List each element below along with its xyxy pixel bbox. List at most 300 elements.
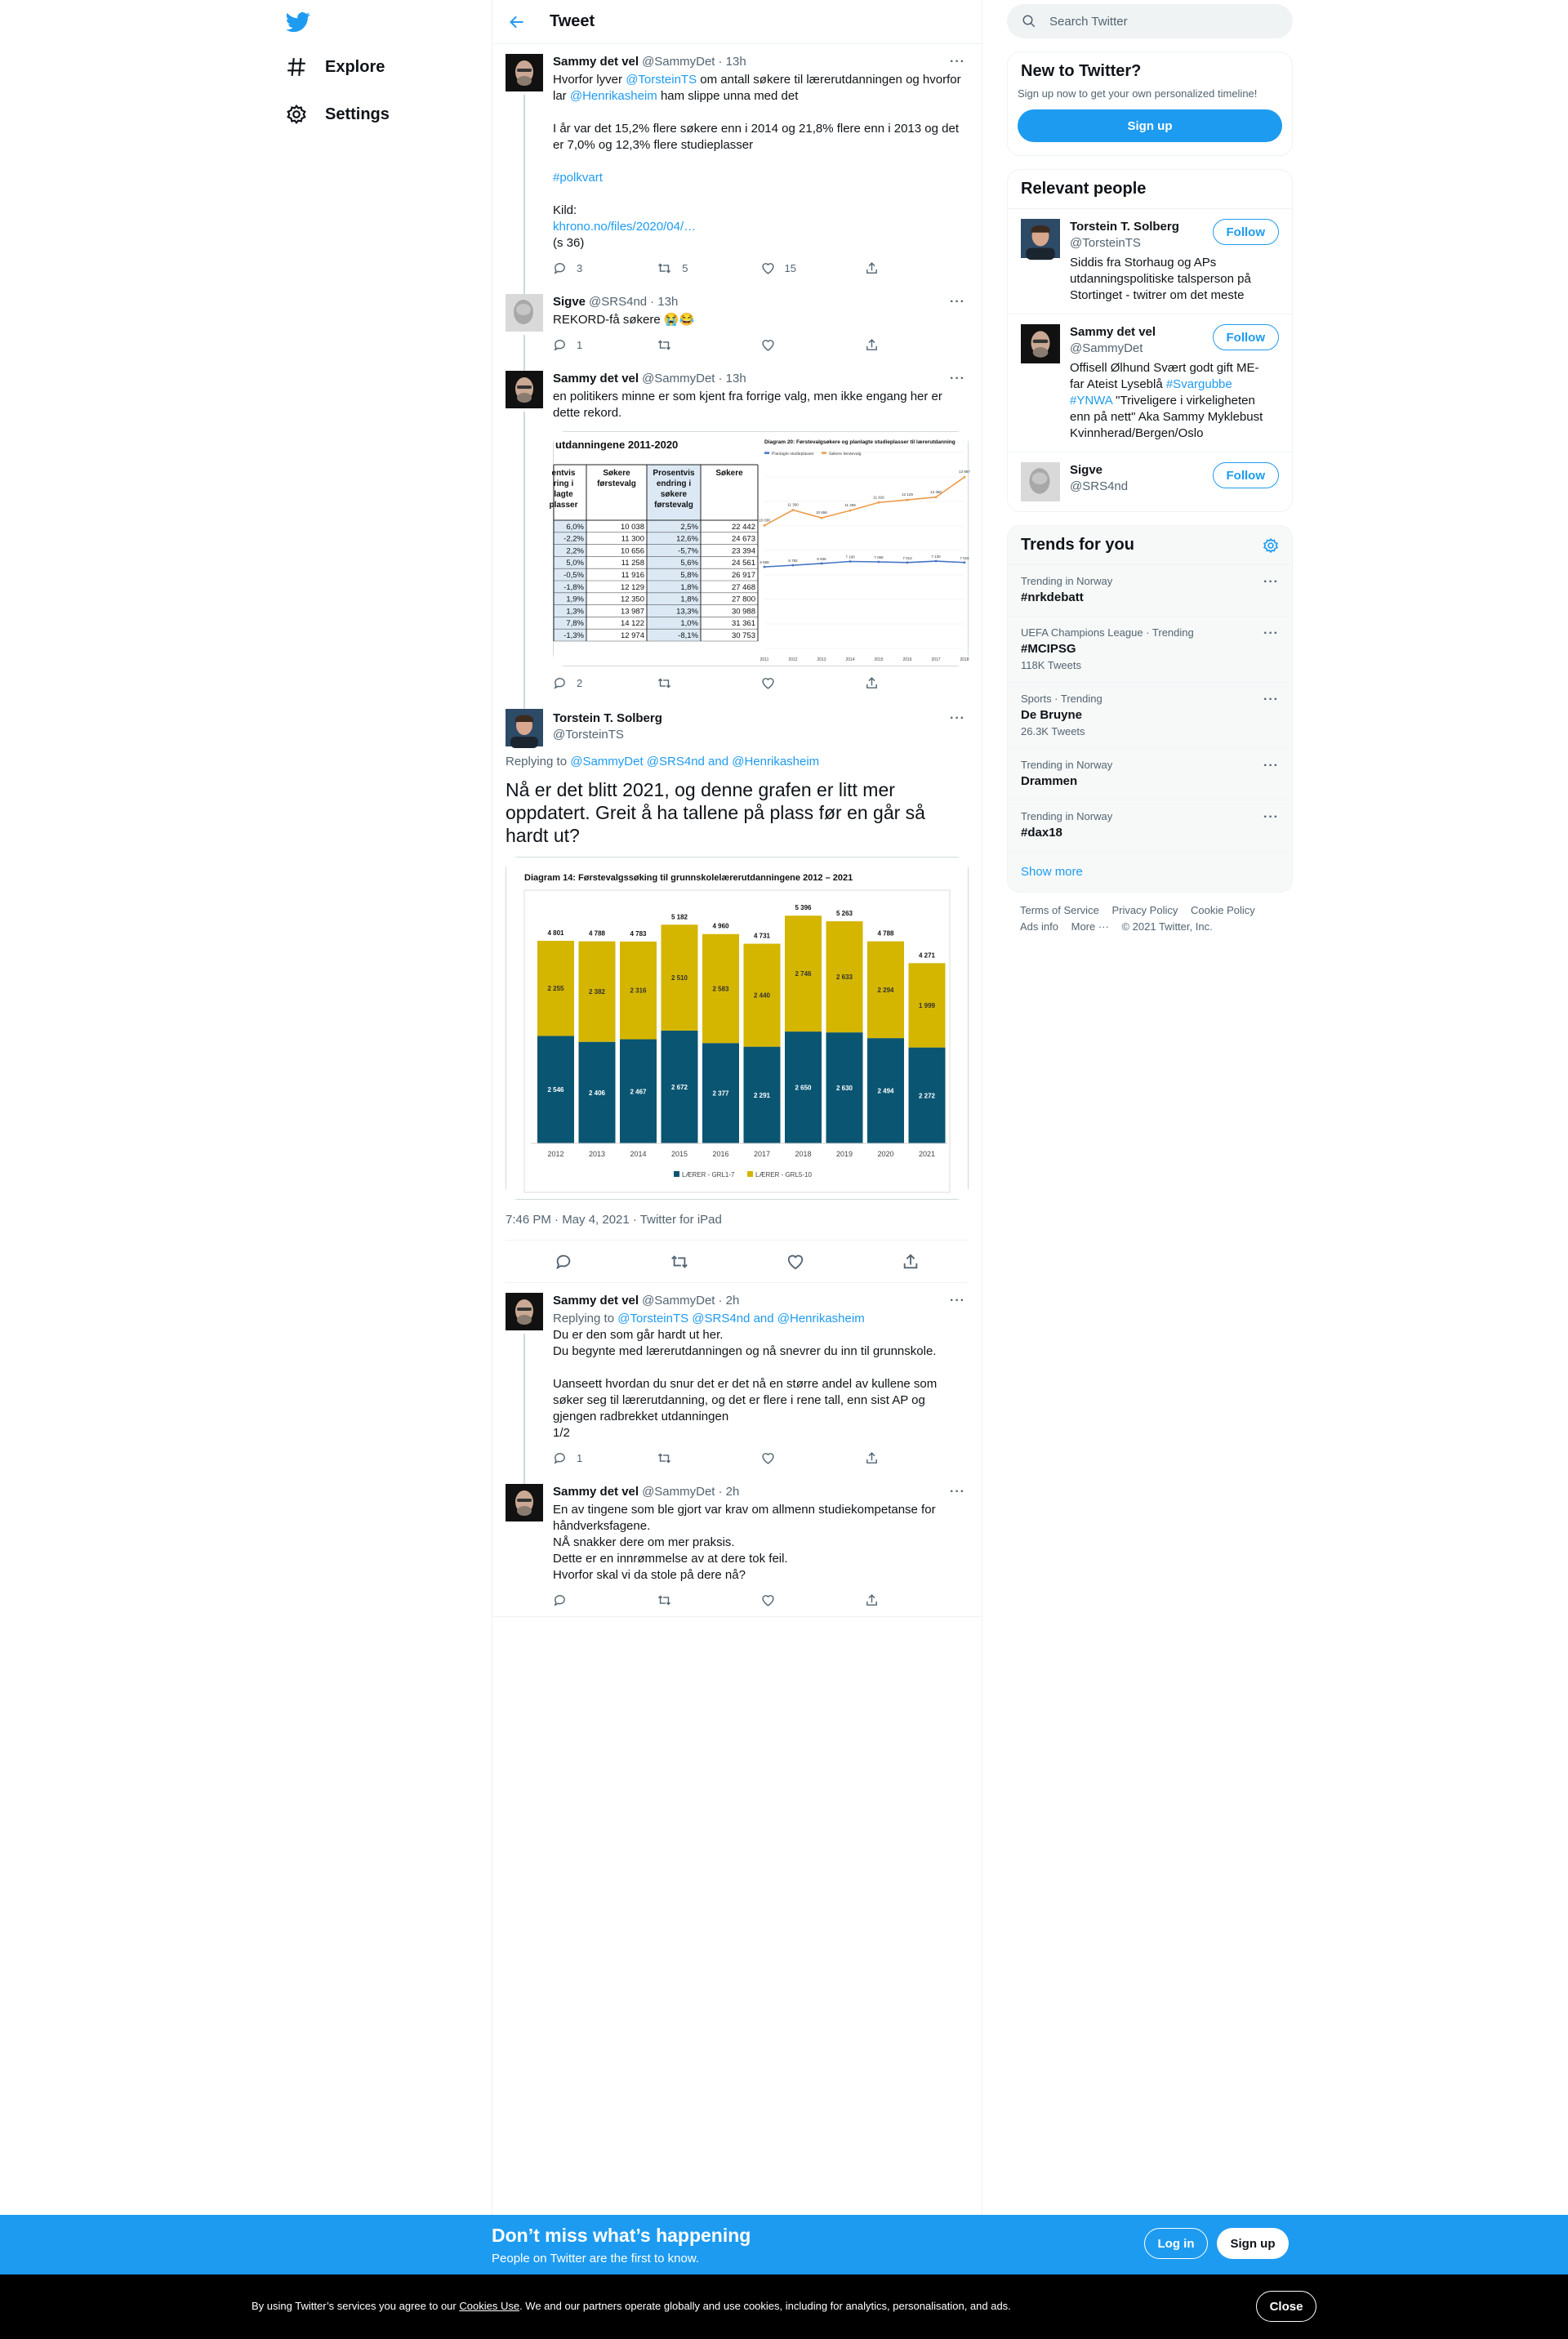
data-point bbox=[849, 560, 852, 563]
table-cell: 23 394 bbox=[731, 546, 755, 556]
x-tick-label: 2017 bbox=[753, 1150, 771, 1158]
tweet[interactable] bbox=[492, 361, 982, 699]
follow-button[interactable]: Follow bbox=[1213, 462, 1280, 488]
footer-links bbox=[1007, 893, 1293, 945]
main-tweet bbox=[492, 755, 982, 1283]
person-name[interactable]: Sigve bbox=[1070, 463, 1103, 477]
table-cell: -5,7% bbox=[678, 546, 698, 556]
author-handle[interactable]: @SammyDet bbox=[642, 1294, 715, 1308]
diagram-title: Diagram 20: Førstevalgsøkere og planlagte studieplasser til lærerutdanning bbox=[764, 439, 956, 445]
person-item[interactable] bbox=[1008, 314, 1292, 452]
more-icon[interactable]: ··· bbox=[950, 372, 965, 385]
trend-name[interactable]: #nrkdebatt bbox=[1021, 590, 1084, 604]
nav-settings[interactable] bbox=[286, 98, 390, 131]
avatar[interactable] bbox=[1021, 462, 1060, 501]
table-cell: 30 988 bbox=[731, 607, 755, 617]
retweet-icon bbox=[657, 338, 672, 352]
data-label: 2 510 bbox=[670, 974, 688, 982]
footer-link[interactable]: More ··· bbox=[1071, 920, 1109, 933]
x-tick-label: 2014 bbox=[630, 1150, 647, 1158]
x-tick-label: 2014 bbox=[845, 657, 855, 662]
more-icon[interactable]: ··· bbox=[1263, 626, 1279, 640]
data-label: 10 656 bbox=[816, 510, 827, 515]
banner-headline: Don’t miss what’s happening bbox=[492, 2225, 751, 2246]
footer-link[interactable]: Ads info bbox=[1020, 920, 1058, 933]
data-point bbox=[849, 510, 852, 512]
table-cell: -8,1% bbox=[678, 631, 698, 640]
person-bio: "Triveligere i virkeligheten enn på nett" Aka Sammy Myklebust Kvinnherad/Bergen/Oslo bbox=[1070, 394, 1263, 440]
data-point bbox=[792, 509, 795, 511]
data-point bbox=[764, 566, 766, 568]
data-point bbox=[878, 501, 880, 504]
like-count: 15 bbox=[784, 261, 796, 274]
data-label: 2 377 bbox=[712, 1089, 729, 1098]
follow-button[interactable]: Follow bbox=[1213, 324, 1280, 350]
legend-swatch bbox=[674, 1171, 679, 1177]
chart-title: Diagram 14: Førstevalgssøking til grunnskolelærerutdanningene 2012 – 2021 bbox=[524, 873, 853, 883]
reply-icon bbox=[553, 261, 567, 275]
tweet-time[interactable]: · 13h bbox=[650, 295, 679, 309]
tweet-text: Hvorfor lyver bbox=[553, 73, 626, 87]
table-header: Søkere bbox=[715, 469, 743, 478]
total-label: 5 182 bbox=[670, 913, 688, 921]
footer-link[interactable]: Terms of Service bbox=[1020, 904, 1099, 916]
retweet-button[interactable] bbox=[657, 1593, 760, 1607]
reply-button[interactable] bbox=[553, 338, 657, 352]
table-header: entvis bbox=[551, 469, 576, 478]
tweet-time[interactable]: · 2h bbox=[718, 1294, 740, 1308]
x-tick-label: 2016 bbox=[902, 657, 912, 662]
author-name[interactable]: Sigve bbox=[553, 295, 586, 309]
table-title: utdanningene 2011-2020 bbox=[555, 439, 679, 451]
reply-icon bbox=[553, 676, 567, 690]
data-point bbox=[935, 496, 938, 498]
table-header: lagte bbox=[554, 490, 573, 499]
reply-count: 3 bbox=[577, 261, 583, 274]
author-handle[interactable]: @SRS4nd bbox=[589, 295, 648, 309]
data-label: 7 013 bbox=[902, 555, 912, 560]
author-handle[interactable]: @SammyDet bbox=[642, 1485, 715, 1499]
trend-context: Sports · Trending bbox=[1021, 693, 1102, 705]
heart-icon bbox=[761, 1451, 775, 1465]
login-button[interactable]: Log in bbox=[1144, 2228, 1208, 2259]
author-name[interactable]: Sammy det vel bbox=[553, 1485, 639, 1499]
tweet-text: Kild: bbox=[553, 203, 577, 217]
data-label: 11 916 bbox=[873, 495, 884, 500]
legend-swatch bbox=[764, 452, 769, 454]
retweet-button[interactable] bbox=[657, 1451, 760, 1465]
heart-icon bbox=[761, 1593, 775, 1607]
mention-link[interactable]: @Henrikasheim bbox=[569, 89, 657, 103]
trend-count: 26.3K Tweets bbox=[1021, 725, 1085, 737]
data-label: 2 291 bbox=[753, 1091, 771, 1099]
more-icon[interactable]: ··· bbox=[1263, 575, 1279, 589]
reply-button[interactable] bbox=[553, 1593, 657, 1607]
reply-count: 1 bbox=[577, 1451, 583, 1464]
new-to-twitter-card bbox=[1007, 51, 1293, 156]
total-label: 4 271 bbox=[918, 951, 936, 960]
x-tick-label: 2015 bbox=[670, 1150, 688, 1158]
bio-hashtags[interactable]: #Svargubbe #YNWA bbox=[1070, 377, 1232, 408]
x-tick-label: 2018 bbox=[960, 657, 969, 662]
retweet-icon[interactable] bbox=[670, 1253, 689, 1271]
footer-link[interactable]: Privacy Policy bbox=[1111, 904, 1178, 916]
data-point bbox=[906, 499, 909, 501]
trend-item[interactable] bbox=[1008, 616, 1292, 682]
table-cell: -1,8% bbox=[564, 582, 584, 592]
data-label: 2 546 bbox=[547, 1086, 564, 1094]
table-cell: 11 300 bbox=[621, 534, 644, 544]
twitter-logo-icon[interactable] bbox=[286, 10, 310, 34]
table-cell: 6,0% bbox=[566, 522, 584, 532]
search-box[interactable] bbox=[1007, 4, 1293, 38]
data-label: 10 038 bbox=[759, 518, 770, 523]
data-label: 11 300 bbox=[787, 502, 799, 507]
reply-icon bbox=[553, 1593, 567, 1607]
avatar[interactable] bbox=[506, 709, 543, 746]
avatar[interactable] bbox=[506, 371, 543, 408]
hashtag-icon bbox=[286, 56, 307, 78]
search-placeholder[interactable]: Search Twitter bbox=[1049, 14, 1128, 29]
author-handle[interactable]: @TorsteinTS bbox=[553, 728, 624, 742]
author-name[interactable]: Sammy det vel bbox=[553, 55, 639, 69]
trend-name[interactable]: #dax18 bbox=[1021, 826, 1062, 840]
person-bio: Siddis fra Storhaug og APs utdanningspolitiske talsperson på Stortinget - twitrer om det meste bbox=[1070, 256, 1251, 302]
x-tick-label: 2018 bbox=[795, 1150, 812, 1158]
tweet[interactable] bbox=[492, 44, 982, 284]
retweet-button[interactable] bbox=[657, 338, 760, 352]
person-item[interactable] bbox=[1008, 208, 1292, 314]
trend-count: 118K Tweets bbox=[1021, 659, 1081, 671]
total-label: 4 801 bbox=[547, 929, 564, 937]
like-button[interactable] bbox=[761, 1451, 865, 1465]
table-cell: -2,2% bbox=[564, 534, 584, 544]
trend-name[interactable]: De Bruyne bbox=[1021, 708, 1083, 722]
data-label: 2 746 bbox=[795, 970, 812, 978]
nav-explore[interactable] bbox=[286, 51, 385, 83]
table-cell: 12 974 bbox=[620, 631, 644, 640]
tweet-text: en politikers minne er som kjent fra forrige valg, men ikke engang her er dette rekord. bbox=[553, 390, 947, 420]
data-point bbox=[821, 517, 823, 519]
reply-button[interactable] bbox=[553, 1451, 657, 1465]
x-tick-label: 2017 bbox=[931, 657, 941, 662]
avatar[interactable] bbox=[1021, 219, 1060, 258]
trend-item[interactable] bbox=[1008, 682, 1292, 748]
table-cell: 13,3% bbox=[676, 607, 698, 617]
data-point bbox=[821, 563, 823, 565]
reply-icon[interactable] bbox=[555, 1253, 572, 1271]
trends-card bbox=[1007, 525, 1293, 893]
follow-button[interactable]: Follow bbox=[1213, 219, 1280, 245]
retweet-icon bbox=[657, 261, 672, 275]
author-name[interactable]: Sammy det vel bbox=[553, 1294, 639, 1308]
share-icon[interactable] bbox=[902, 1253, 920, 1271]
tweet-text: Du er den som går hardt ut her. Du begynte med lærerutdanningen og nå snevrer du inn til grunnskole. Uanseett hvordan du snur det er det nå en større andel av kullene som søker seg til lærerutdanning, og det er flere i rene tall, enn sist AP og gjengen radbrekket utdanningen 1/2 bbox=[553, 1328, 938, 1440]
thread-line bbox=[523, 1334, 525, 1484]
hashtag-link[interactable]: #polkvart bbox=[553, 171, 603, 185]
more-icon[interactable]: ··· bbox=[950, 1485, 965, 1499]
copyright: © 2021 Twitter, Inc. bbox=[1121, 920, 1213, 933]
like-button[interactable] bbox=[761, 338, 865, 352]
avatar[interactable] bbox=[506, 54, 543, 91]
back-arrow-icon[interactable] bbox=[509, 14, 525, 30]
image-background bbox=[551, 432, 968, 666]
table-header: plasser bbox=[549, 501, 578, 510]
tweet-text: (s 36) bbox=[553, 236, 585, 250]
x-tick-label: 2013 bbox=[817, 657, 826, 662]
main-tweet-author bbox=[492, 699, 982, 746]
data-label: 6 936 bbox=[817, 556, 826, 561]
avatar[interactable] bbox=[506, 1293, 543, 1330]
person-name[interactable]: Torstein T. Solberg bbox=[1070, 220, 1179, 234]
table-cell: 5,6% bbox=[680, 559, 698, 568]
total-label: 4 731 bbox=[753, 932, 771, 940]
person-handle[interactable]: @SRS4nd bbox=[1070, 479, 1129, 493]
table-cell: 1,8% bbox=[680, 595, 698, 604]
thread-line bbox=[523, 95, 525, 294]
data-point bbox=[764, 524, 766, 527]
author-handle[interactable]: @SammyDet bbox=[642, 372, 715, 385]
data-point bbox=[906, 561, 909, 564]
source-link[interactable]: khrono.no/files/2020/04/… bbox=[553, 220, 697, 234]
avatar[interactable] bbox=[506, 1484, 543, 1521]
data-label: 2 467 bbox=[630, 1088, 647, 1096]
trend-context: Trending in Norway bbox=[1021, 759, 1113, 771]
table-cell: 11 258 bbox=[621, 559, 644, 568]
table-header: søkere bbox=[660, 490, 688, 499]
data-point bbox=[935, 560, 938, 563]
data-label: 2 272 bbox=[918, 1092, 936, 1100]
tweet-text: ham slippe unna med det bbox=[657, 89, 799, 103]
data-label: 7 100 bbox=[845, 555, 855, 559]
data-label: 2 316 bbox=[630, 987, 647, 995]
gear-icon bbox=[286, 104, 307, 125]
like-button[interactable] bbox=[761, 261, 865, 275]
person-name[interactable]: Sammy det vel bbox=[1070, 325, 1156, 339]
x-tick-label: 2016 bbox=[712, 1150, 729, 1158]
x-tick-label: 2012 bbox=[547, 1150, 564, 1158]
table-cell: -1,3% bbox=[564, 631, 584, 640]
trend-item[interactable] bbox=[1008, 800, 1292, 851]
data-label: 2 630 bbox=[835, 1085, 853, 1093]
share-icon bbox=[865, 1451, 879, 1465]
more-icon[interactable]: ··· bbox=[950, 55, 965, 69]
bar-chart bbox=[506, 858, 968, 1199]
total-label: 4 960 bbox=[712, 922, 729, 930]
x-tick-label: 2021 bbox=[918, 1150, 936, 1158]
legend-label: Planlagte studieplasser bbox=[772, 452, 814, 457]
tweet-image[interactable] bbox=[506, 857, 969, 1200]
like-button[interactable] bbox=[761, 1593, 865, 1607]
person-handle[interactable]: @TorsteinTS bbox=[1070, 236, 1141, 250]
retweet-button[interactable] bbox=[657, 676, 760, 690]
x-tick-label: 2019 bbox=[835, 1150, 853, 1158]
author-handle[interactable]: @SammyDet bbox=[642, 55, 715, 69]
footer-link[interactable]: Cookie Policy bbox=[1190, 904, 1255, 916]
total-label: 4 788 bbox=[588, 929, 606, 938]
more-icon[interactable]: ··· bbox=[1263, 759, 1279, 773]
legend-swatch bbox=[822, 452, 826, 454]
table-cell: 31 361 bbox=[731, 619, 755, 629]
show-more-link[interactable]: Show more bbox=[1008, 851, 1292, 892]
data-label: 2 494 bbox=[877, 1087, 894, 1095]
table-header: førstevalg bbox=[654, 501, 693, 510]
data-label: 2 440 bbox=[753, 991, 771, 1000]
cookies-use-link[interactable]: Cookies Use bbox=[459, 2300, 520, 2312]
total-label: 5 263 bbox=[835, 910, 853, 918]
tweet-image[interactable] bbox=[549, 431, 970, 666]
more-icon[interactable]: ··· bbox=[1263, 810, 1279, 824]
heart-icon bbox=[761, 338, 775, 352]
table-cell: 11 916 bbox=[621, 571, 644, 580]
tweet[interactable] bbox=[492, 1283, 982, 1474]
data-label: 13 987 bbox=[959, 470, 970, 474]
cookie-text: By using Twitter’s services you agree to our bbox=[252, 2300, 460, 2312]
signup-button[interactable]: Sign up bbox=[1217, 2228, 1289, 2259]
table-cell: 12,6% bbox=[676, 534, 698, 544]
tweet-timestamp[interactable]: 7:46 PM · May 4, 2021 · Twitter for iPad bbox=[506, 1200, 969, 1241]
legend-swatch bbox=[747, 1171, 753, 1177]
like-button[interactable] bbox=[761, 676, 865, 690]
card-subtitle: Sign up now to get your own personalized timeline! bbox=[1018, 87, 1258, 100]
retweet-count: 5 bbox=[682, 261, 688, 274]
person-handle[interactable]: @SammyDet bbox=[1070, 341, 1143, 355]
heart-icon bbox=[761, 676, 775, 690]
table-cell: 5,0% bbox=[566, 559, 584, 568]
table-cell: 2,2% bbox=[566, 546, 584, 556]
table-cell: 12 350 bbox=[620, 595, 644, 604]
share-button[interactable] bbox=[865, 1593, 969, 1607]
trend-item[interactable] bbox=[1008, 564, 1292, 616]
reply-count: 2 bbox=[577, 676, 583, 689]
heart-icon[interactable] bbox=[786, 1253, 804, 1271]
data-point bbox=[878, 561, 880, 564]
close-button[interactable]: Close bbox=[1256, 2291, 1316, 2322]
cookie-text: . We and our partners operate globally and use cookies, including for analytics, personalisation, and ads. bbox=[519, 2300, 1011, 2312]
data-label: 11 258 bbox=[844, 503, 856, 508]
table-header: endring i bbox=[656, 479, 692, 488]
x-tick-label: 2015 bbox=[874, 657, 884, 662]
mention-link[interactable]: @TorsteinTS bbox=[626, 73, 697, 87]
tweet[interactable] bbox=[492, 284, 982, 361]
table-cell: 14 122 bbox=[620, 619, 644, 629]
avatar[interactable] bbox=[1021, 324, 1060, 363]
data-label: 2 255 bbox=[547, 985, 564, 993]
replying-to-links[interactable]: @TorsteinTS @SRS4nd and @Henrikasheim bbox=[617, 1312, 865, 1325]
share-icon bbox=[865, 1593, 879, 1607]
more-icon[interactable]: ··· bbox=[950, 1294, 965, 1308]
person-item[interactable] bbox=[1008, 452, 1292, 511]
data-label: 2 294 bbox=[877, 986, 894, 994]
tweet-text: I år var det 15,2% flere søkere enn i 2014 og 21,8% flere enn i 2013 og det er 7,0% og 12,3% flere studieplasser bbox=[553, 122, 963, 152]
share-button[interactable] bbox=[865, 338, 969, 352]
trend-context: Trending in Norway bbox=[1021, 575, 1113, 587]
tweet-time[interactable]: · 2h bbox=[718, 1485, 740, 1499]
trend-context: UEFA Champions League · Trending bbox=[1021, 626, 1194, 639]
total-label: 4 783 bbox=[630, 929, 647, 938]
table-cell: 27 800 bbox=[731, 595, 755, 604]
table-cell: 10 038 bbox=[620, 522, 644, 532]
retweet-button[interactable] bbox=[657, 261, 760, 275]
trend-name[interactable]: Drammen bbox=[1021, 774, 1078, 788]
more-icon[interactable]: ··· bbox=[950, 295, 965, 309]
trend-name[interactable]: #MCIPSG bbox=[1021, 642, 1076, 656]
table-cell: 10 656 bbox=[620, 546, 644, 556]
right-sidebar bbox=[1007, 0, 1293, 945]
signup-button[interactable]: Sign up bbox=[1018, 109, 1282, 142]
data-label: 6 792 bbox=[788, 559, 798, 564]
legend-label: LÆRER - GRL5-10 bbox=[755, 1171, 812, 1178]
gear-icon[interactable] bbox=[1263, 537, 1279, 554]
author-name[interactable]: Torstein T. Solberg bbox=[553, 711, 662, 725]
share-icon bbox=[865, 676, 879, 690]
share-button[interactable] bbox=[865, 261, 969, 275]
replying-to-links[interactable]: @SammyDet @SRS4nd and @Henrikasheim bbox=[570, 755, 820, 769]
avatar[interactable] bbox=[506, 294, 543, 332]
table-cell: 12 129 bbox=[620, 582, 644, 592]
data-label: 2 583 bbox=[712, 985, 729, 993]
author-name[interactable]: Sammy det vel bbox=[553, 372, 639, 385]
tweet-text: REKORD-få søkere 😭😂 bbox=[553, 313, 695, 327]
nav-settings-label: Settings bbox=[325, 105, 390, 123]
table-cell: 22 442 bbox=[731, 522, 755, 532]
table-cell: 24 561 bbox=[731, 559, 755, 568]
reply-button[interactable] bbox=[553, 676, 657, 690]
table-cell: 1,3% bbox=[566, 607, 584, 617]
cookie-banner bbox=[0, 2274, 1568, 2339]
signup-banner bbox=[0, 2215, 1568, 2274]
tweet-time[interactable]: · 13h bbox=[718, 55, 746, 69]
replying-label: Replying to bbox=[506, 755, 571, 769]
search-icon bbox=[1022, 14, 1036, 29]
table-cell: 2,5% bbox=[680, 522, 698, 532]
share-button[interactable] bbox=[865, 1451, 969, 1465]
more-icon[interactable]: ··· bbox=[1263, 693, 1279, 706]
main-tweet-text: Nå er det blitt 2021, og denne grafen er litt mer oppdatert. Greit å ha tallene på plass før en går så hardt ut? bbox=[506, 779, 931, 846]
heart-icon bbox=[761, 261, 775, 275]
banner-subtitle: People on Twitter are the first to know. bbox=[492, 2252, 700, 2265]
data-label: 2 672 bbox=[670, 1083, 688, 1091]
data-label: 2 406 bbox=[588, 1089, 606, 1097]
nav-explore-label: Explore bbox=[325, 57, 385, 76]
x-tick-label: 2012 bbox=[788, 657, 798, 662]
trend-context: Trending in Norway bbox=[1021, 810, 1113, 822]
tweet-time[interactable]: · 13h bbox=[718, 372, 746, 385]
retweet-icon bbox=[657, 1593, 672, 1607]
data-label: 12 129 bbox=[902, 492, 913, 497]
table-cell: 30 753 bbox=[731, 631, 755, 640]
total-label: 5 396 bbox=[795, 904, 812, 912]
data-label: 7 066 bbox=[874, 555, 884, 560]
data-point bbox=[964, 561, 966, 564]
tweet[interactable] bbox=[492, 1474, 982, 1617]
data-label: 1 999 bbox=[918, 1001, 936, 1009]
share-button[interactable] bbox=[865, 676, 969, 690]
trend-item[interactable] bbox=[1008, 748, 1292, 800]
table-header: ring i bbox=[553, 479, 574, 488]
tweet-header bbox=[492, 0, 982, 44]
data-point bbox=[792, 564, 795, 567]
reply-button[interactable] bbox=[553, 261, 657, 275]
table-cell: 24 673 bbox=[731, 534, 755, 544]
reply-icon bbox=[553, 338, 567, 352]
retweet-icon bbox=[657, 1451, 672, 1465]
card-title: Relevant people bbox=[1021, 180, 1147, 198]
data-label: 6 658 bbox=[760, 560, 769, 565]
more-icon[interactable]: ··· bbox=[950, 711, 965, 725]
replying-label: Replying to bbox=[553, 1312, 618, 1325]
table-header: førstevalg bbox=[597, 479, 636, 488]
